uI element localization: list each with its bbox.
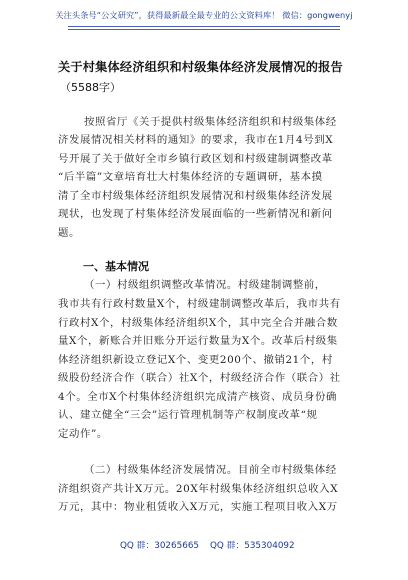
paragraph-line: 清了全市村级集体经济组织发展情况和村级集体经济发展 <box>58 190 333 202</box>
paragraph-line: 题。 <box>58 227 80 239</box>
section-heading: 一、基本情况 <box>83 260 149 273</box>
body-line: 4个。全市X个村集体经济组织完成清产核资、成员身份确 <box>58 391 337 403</box>
header-rule-top <box>68 26 340 27</box>
body-line: 万元，其中：物业租赁收入X万元，实施工程项目收入X万 <box>58 501 338 513</box>
paragraph-line: 济发展情况相关材料的通知》的要求，我市在1月4号到X <box>58 134 334 146</box>
paragraph-line: “后半篇”文章培育壮大村集体经济的专题调研，基本摸 <box>58 171 323 183</box>
header-rule-bottom <box>68 29 340 30</box>
word-count: （5588字） <box>60 81 121 94</box>
body-line: 认、建立健全“三会”运行管理机制等产权制度改革“规 <box>58 409 318 421</box>
body-line: （一）村级组织调整改革情况。村级建制调整前， <box>84 279 326 291</box>
body-line: 量X个，新账合并旧账分开运行数量为X个。改革后村级集 <box>58 335 338 347</box>
footer-qq-group-2: QQ 群：535304092 <box>210 541 295 551</box>
paragraph-line: 现状，也发现了村集体经济发展面临的一些新情况和新问 <box>58 208 333 220</box>
paragraph-line: 号开展了关于做好全市乡镇行政区划和村级建制调整改革 <box>58 153 333 165</box>
paragraph-line: 按照省厅《关于提供村级集体经济组织和村级集体经 <box>84 116 337 128</box>
body-line: 级股份经济合作（联合）社X个，村级经济合作（联合）社 <box>58 372 341 384</box>
body-line: 济组织资产共计X万元。20X年村级集体经济组织总收入X <box>58 483 339 495</box>
document-title: 关于村集体经济组织和村级集体经济发展情况的报告 <box>58 60 343 74</box>
body-line: 行政村X个，村级集体经济组织X个，其中完全合并融合数 <box>58 317 338 329</box>
promo-header: 关注头条号“公文研究”，获得最新最全最专业的公文资料库！ 微信：gongwenyj <box>55 10 353 20</box>
body-line: 体经济组织新设立登记X个、变更200个、撤销21个，村 <box>58 354 333 366</box>
body-line: （二）村级集体经济发展情况。目前全市村级集体经 <box>84 464 337 476</box>
body-line: 我市共有行政村数量X个，村级建制调整改革后，我市共有 <box>58 298 341 310</box>
body-line: 定动作”。 <box>58 428 108 440</box>
footer-qq-group-1: QQ 群：30265665 <box>120 541 200 551</box>
